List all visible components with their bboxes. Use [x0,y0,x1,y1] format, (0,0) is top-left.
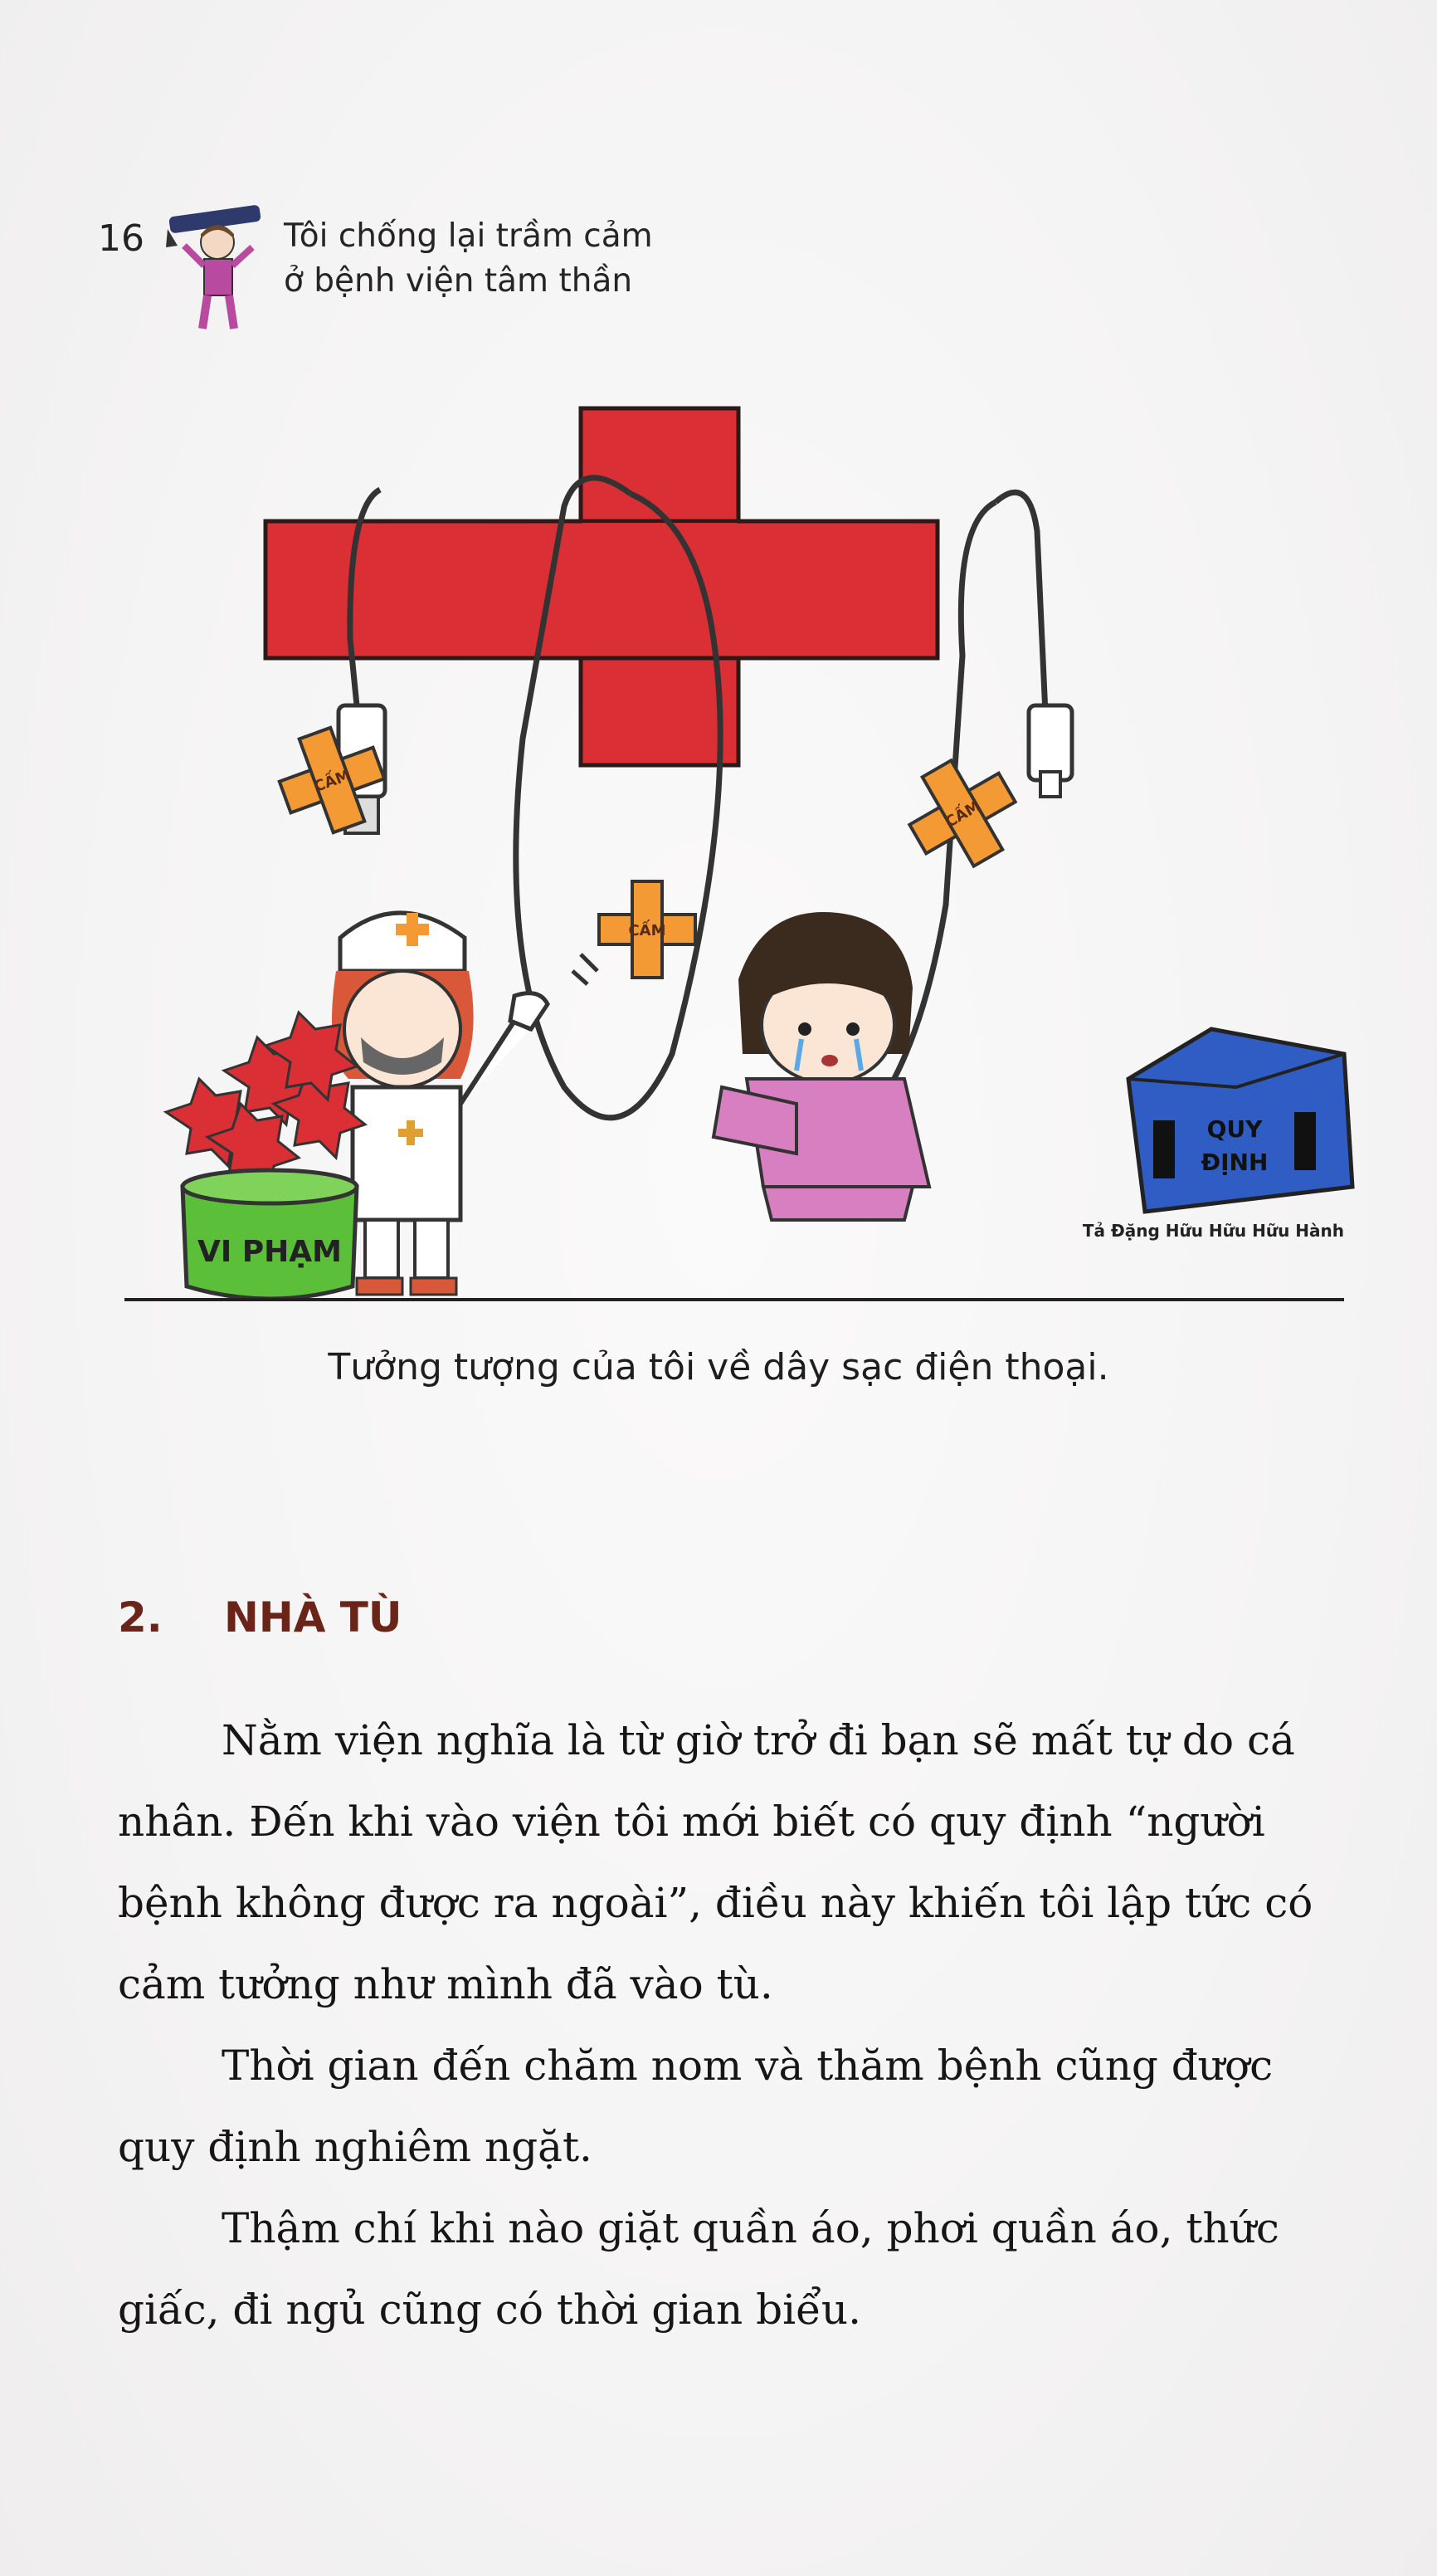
text-line: Thậm chí khi nào giặt quần áo, phơi quần áo, thức [222,2204,1279,2252]
text-line: quy định nghiêm ngặt. [118,2123,592,2171]
text-line: bệnh không được ra ngoài”, điều này khiến tôi lập tức có [118,1879,1313,1927]
section-title: NHÀ TÙ [224,1593,402,1642]
text-line: Thời gian đến chăm nom và thăm bệnh cũng được [222,2042,1274,2090]
artist-credit: Tả Đặng Hữu Hữu Hữu Hành [1082,1221,1344,1241]
svg-text:ĐỊNH: ĐỊNH [1201,1149,1269,1176]
header-girl-illustration [159,196,275,337]
section-number: 2. [118,1593,163,1642]
crying-girl-icon [714,912,929,1220]
running-title [284,214,653,304]
text-line: cảm tưởng như mình đã vào tù. [118,1960,773,2008]
body-text [118,1700,1337,2350]
page-number: 16 [98,217,144,260]
rules-box-icon [1128,1029,1352,1212]
paragraph [118,2025,1337,2188]
svg-text:VI PHẠM: VI PHẠM [197,1235,342,1269]
running-title-line1: Tôi chống lại trầm cảm [284,217,653,255]
charger-illustration [133,390,1361,1320]
running-title-line2: ở bệnh viện tâm thần [284,262,633,300]
illustration-baseline [124,1298,1344,1301]
figure-caption: Tưởng tượng của tôi về dây sạc điện thoại. [328,1346,1109,1388]
svg-text:QUY: QUY [1206,1115,1263,1143]
svg-text:CẤM: CẤM [311,766,353,796]
paragraph [118,1700,1337,2025]
section-heading [118,1593,402,1642]
svg-text:CẤM: CẤM [942,797,984,832]
text-line: giấc, đi ngủ cũng có thời gian biểu. [118,2286,861,2334]
violation-basket-icon [166,1012,365,1299]
paragraph [118,2188,1337,2350]
text-line: Nằm viện nghĩa là từ giờ trở đi bạn sẽ mất tự do cá [222,1716,1295,1764]
text-line: nhân. Đến khi vào viện tôi mới biết có quy định “người [118,1798,1265,1846]
svg-text:CẤM: CẤM [628,922,666,939]
nurse-icon [332,913,548,1295]
